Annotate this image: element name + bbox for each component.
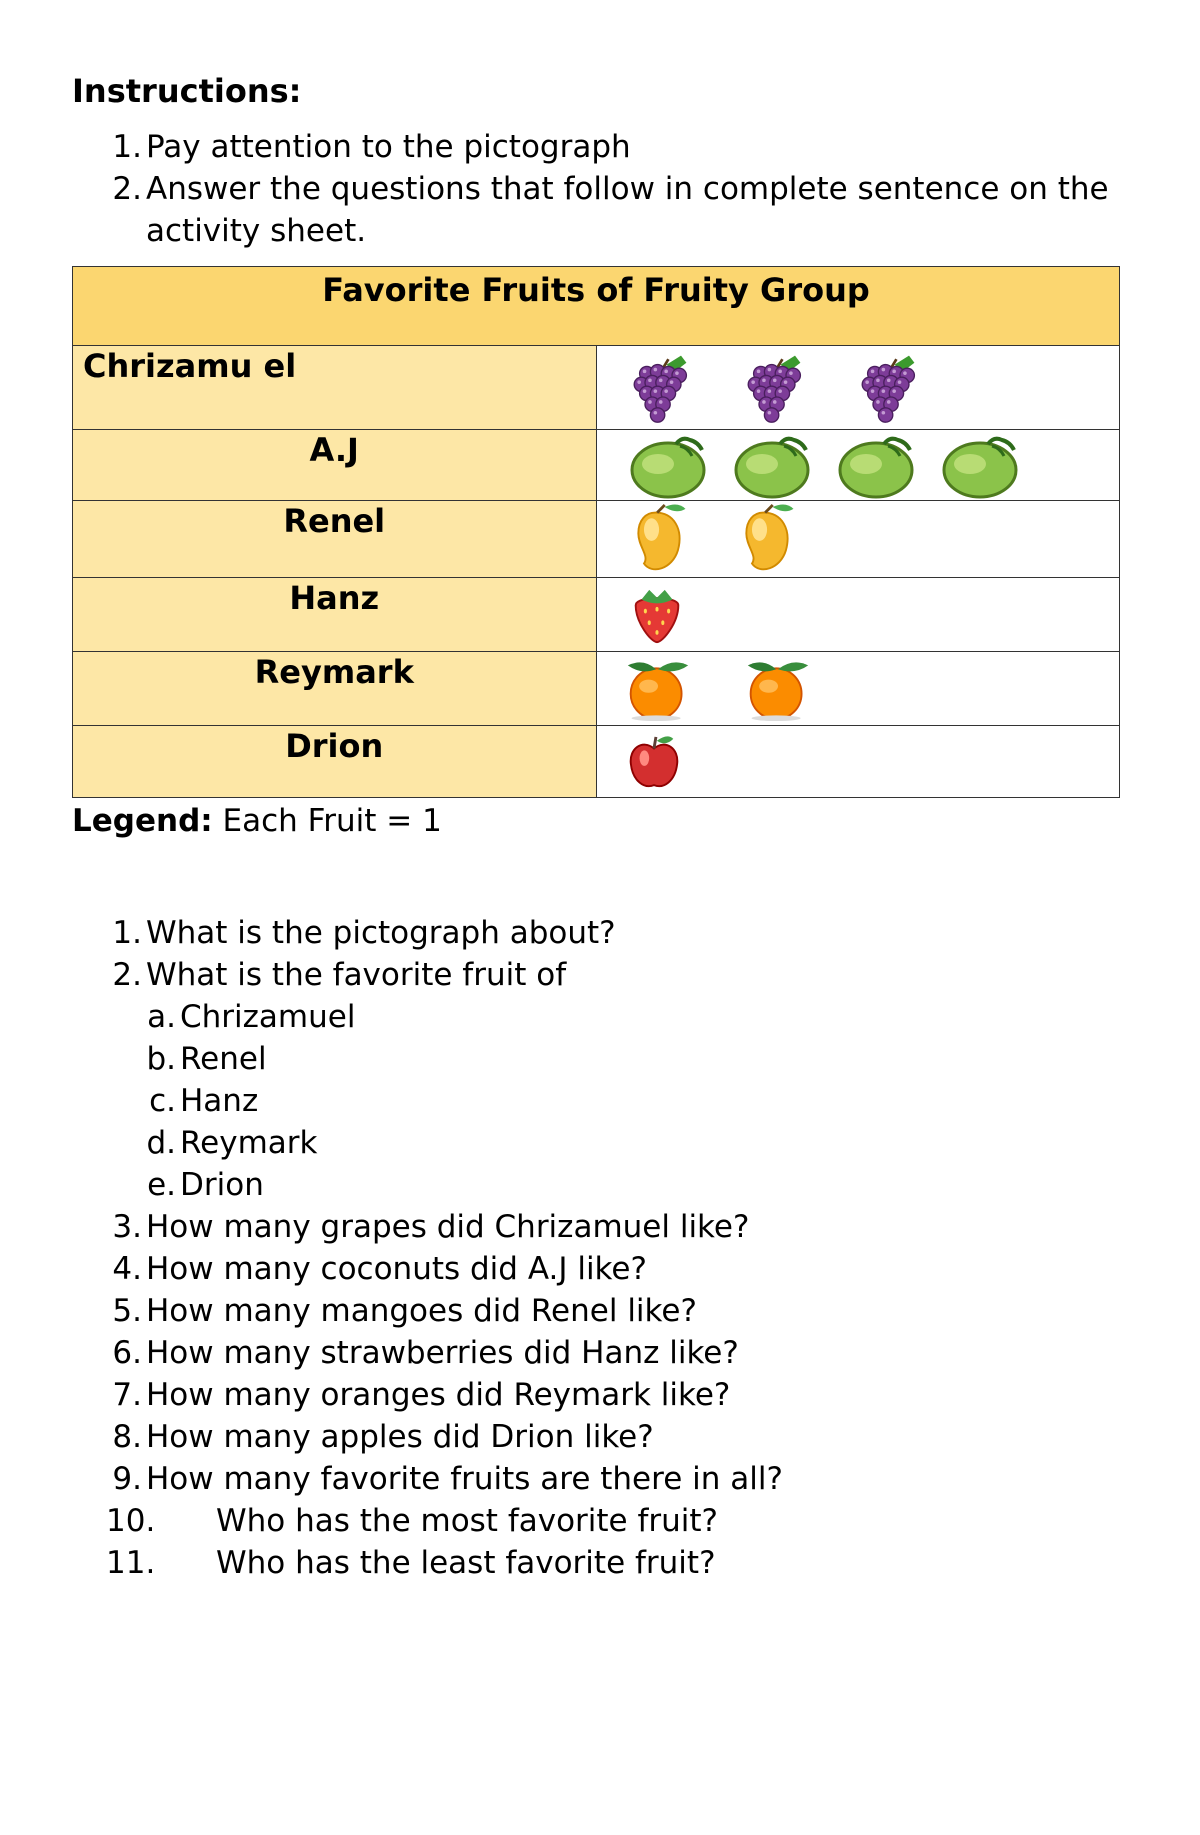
- worksheet: [72, 70, 1122, 1584]
- row-name: Chrizamu el: [73, 346, 597, 430]
- question-number: 11.: [106, 1545, 156, 1581]
- strawberry-icon: [627, 584, 687, 646]
- question-text: What is the favorite fruit of: [146, 957, 567, 993]
- sub-question-text: Renel: [180, 1041, 267, 1077]
- orange-icon: [619, 656, 697, 722]
- sub-question-item: [72, 1164, 1122, 1206]
- instruction-item: [72, 168, 1122, 252]
- coconut-icon: [833, 430, 925, 500]
- question-number: 4.: [112, 1251, 142, 1287]
- question-text: How many apples did Drion like?: [146, 1419, 654, 1455]
- row-name: A.J: [73, 430, 597, 501]
- question-item: [72, 1332, 1122, 1374]
- orange-icon: [739, 656, 817, 722]
- coconut-icon: [625, 430, 717, 500]
- row-fruits: [596, 652, 1120, 726]
- coconut-icon: [937, 430, 1029, 500]
- question-item: [72, 912, 1122, 954]
- row-name: Drion: [73, 726, 597, 798]
- mango-icon: [735, 501, 801, 577]
- question-number: 3.: [112, 1209, 142, 1245]
- pictograph-row: [73, 652, 1120, 726]
- row-fruits: [596, 578, 1120, 652]
- row-fruits: [596, 726, 1120, 798]
- question-item: [72, 1416, 1122, 1458]
- row-fruits: [596, 346, 1120, 430]
- question-number: 1.: [112, 915, 142, 951]
- coconut-icon: [729, 430, 821, 500]
- question-item: [72, 1500, 1122, 1542]
- pictograph-table: [72, 266, 1120, 798]
- pictograph-title: Favorite Fruits of Fruity Group: [73, 267, 1120, 346]
- row-fruits: [596, 430, 1120, 501]
- sub-question-item: [72, 1080, 1122, 1122]
- pictograph-row: [73, 578, 1120, 652]
- pictograph-row: [73, 501, 1120, 578]
- question-number: 5.: [112, 1293, 142, 1329]
- question-item: [72, 1290, 1122, 1332]
- instructions-heading: Instructions:: [72, 72, 302, 110]
- instruction-text: Pay attention to the pictograph: [146, 129, 631, 165]
- question-item: [72, 1458, 1122, 1500]
- sub-question-letter: a.: [147, 999, 176, 1035]
- grapes-icon: [627, 350, 699, 426]
- question-text: How many oranges did Reymark like?: [146, 1377, 731, 1413]
- question-text: What is the pictograph about?: [146, 915, 616, 951]
- question-text: Who has the most favorite fruit?: [216, 1503, 719, 1539]
- apple-icon: [627, 731, 681, 793]
- question-item: [72, 1542, 1122, 1584]
- sub-question-text: Reymark: [180, 1125, 318, 1161]
- sub-question-text: Drion: [180, 1167, 264, 1203]
- question-number: 8.: [112, 1419, 142, 1455]
- sub-question-item: [72, 996, 1122, 1038]
- sub-question-letter: e.: [147, 1167, 176, 1203]
- row-name: Reymark: [73, 652, 597, 726]
- mango-icon: [627, 501, 693, 577]
- instruction-text: Answer the questions that follow in complete sentence on the activity sheet.: [146, 171, 1109, 249]
- pictograph-row: [73, 430, 1120, 501]
- question-number: 7.: [112, 1377, 142, 1413]
- question-number: 9.: [112, 1461, 142, 1497]
- question-text: How many strawberries did Hanz like?: [146, 1335, 739, 1371]
- row-fruits: [596, 501, 1120, 578]
- question-number: 10.: [106, 1503, 156, 1539]
- row-name: Hanz: [73, 578, 597, 652]
- question-number: 6.: [112, 1335, 142, 1371]
- legend-text: Each Fruit = 1: [222, 803, 442, 839]
- question-item: [72, 1248, 1122, 1290]
- question-item: [72, 1374, 1122, 1416]
- grapes-icon: [855, 350, 927, 426]
- question-item: [72, 1206, 1122, 1248]
- pictograph-legend: [72, 800, 1122, 842]
- sub-question-letter: d.: [146, 1125, 176, 1161]
- questions-list: [72, 912, 1122, 1584]
- grapes-icon: [741, 350, 813, 426]
- instruction-number: 2.: [112, 171, 142, 207]
- sub-question-item: [72, 1038, 1122, 1080]
- question-text: Who has the least favorite fruit?: [216, 1545, 716, 1581]
- instructions-list: [72, 126, 1122, 252]
- question-text: How many grapes did Chrizamuel like?: [146, 1209, 750, 1245]
- sub-question-text: Hanz: [180, 1083, 259, 1119]
- sub-question-letter: b.: [146, 1041, 176, 1077]
- sub-question-item: [72, 1122, 1122, 1164]
- question-text: How many coconuts did A.J like?: [146, 1251, 647, 1287]
- question-text: How many favorite fruits are there in all?: [146, 1461, 783, 1497]
- instruction-number: 1.: [112, 129, 142, 165]
- sub-question-letter: c.: [149, 1083, 176, 1119]
- question-number: 2.: [112, 957, 142, 993]
- pictograph-row: [73, 726, 1120, 798]
- legend-label: Legend:: [72, 803, 213, 839]
- sub-question-text: Chrizamuel: [180, 999, 356, 1035]
- instruction-item: [72, 126, 1122, 168]
- question-text: How many mangoes did Renel like?: [146, 1293, 697, 1329]
- row-name: Renel: [73, 501, 597, 578]
- pictograph-row: [73, 346, 1120, 430]
- question-item: [72, 954, 1122, 996]
